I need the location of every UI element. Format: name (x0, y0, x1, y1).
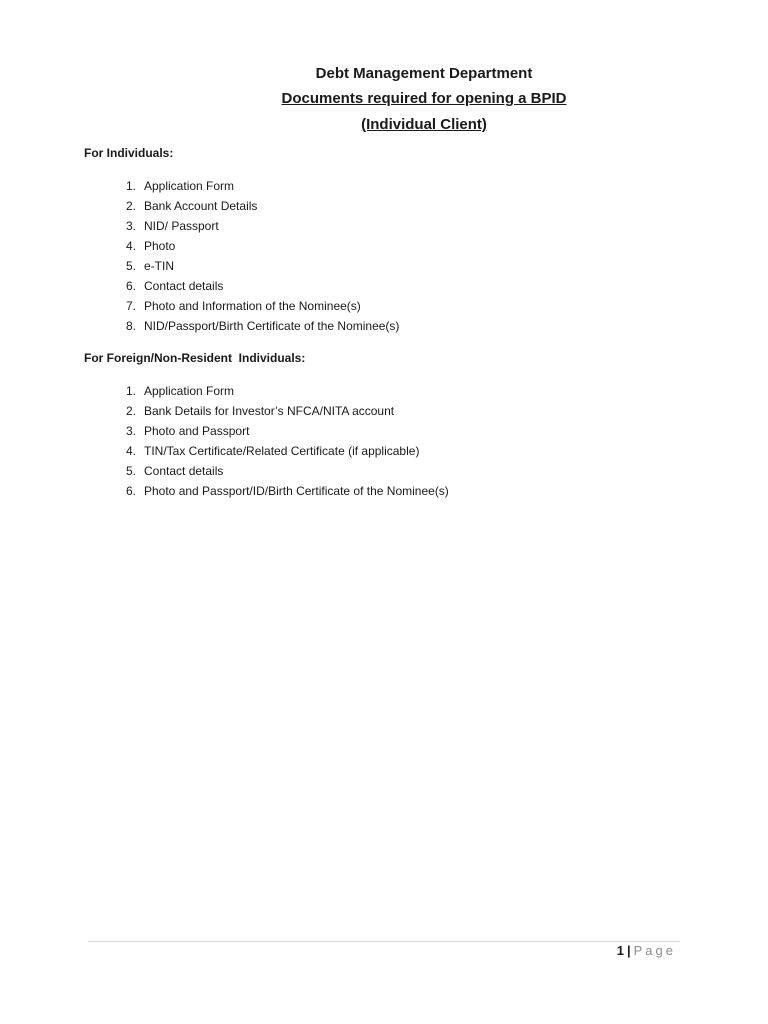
list-item-number: 5 . (108, 461, 136, 481)
list-item-number: 1 . (108, 381, 136, 401)
list-item-text: NID/ Passport (144, 219, 219, 233)
list-item-text: Application Form (144, 179, 235, 193)
list-item (108, 381, 449, 401)
list-item-text: Photo and Information of the Nominee(s) (144, 299, 361, 313)
page-footer (617, 942, 676, 960)
list-item (108, 316, 399, 336)
page-label: Page (633, 943, 676, 958)
document-header (0, 62, 768, 138)
document-subtitle: (Individual Client) (361, 116, 487, 133)
list-item-text: Photo and Passport/ID/Birth Certificate of the Nominee(s) (144, 484, 449, 498)
list-item-number: 6 . (108, 276, 136, 296)
list-item (108, 276, 399, 296)
section-heading-foreign: For Foreign/Non-Resident Individuals: (84, 351, 306, 365)
list-item-text: e-TIN (144, 259, 174, 273)
list-item-text: Bank Account Details (144, 199, 258, 213)
list-item-text: Photo and Passport (144, 424, 250, 438)
list-item-text: TIN/Tax Certificate/Related Certificate (if applicable) (144, 444, 420, 458)
list-item-text: Bank Details for Investor’s NFCA/NITA account (144, 404, 395, 418)
footer-divider (88, 941, 680, 942)
list-item-text: Photo (144, 239, 176, 253)
list-item (108, 196, 399, 216)
document-title: Documents required for opening a BPID (281, 90, 567, 107)
list-foreign-individuals (108, 381, 449, 501)
department-title: Debt Management Department (315, 65, 533, 82)
list-item-number: 4 . (108, 441, 136, 461)
list-item (108, 176, 399, 196)
list-item (108, 421, 449, 441)
list-item-number: 3 . (108, 421, 136, 441)
section-heading-individuals: For Individuals: (84, 146, 174, 160)
list-item-number: 2 . (108, 401, 136, 421)
list-item-number: 1 . (108, 176, 136, 196)
page-number: 1 (616, 943, 624, 958)
list-item-number: 6 . (108, 481, 136, 501)
list-item-text: Contact details (144, 279, 224, 293)
list-item (108, 481, 449, 501)
list-item-number: 8 . (108, 316, 136, 336)
list-item (108, 296, 399, 316)
list-item (108, 441, 449, 461)
list-individuals (108, 176, 399, 336)
list-item-number: 4 . (108, 236, 136, 256)
list-item-number: 5 . (108, 256, 136, 276)
list-item-number: 7 . (108, 296, 136, 316)
list-item (108, 256, 399, 276)
list-item-text: NID/Passport/Birth Certificate of the Nominee(s) (144, 319, 400, 333)
list-item-number: 3 . (108, 216, 136, 236)
list-item-text: Contact details (144, 464, 224, 478)
list-item-number: 2 . (108, 196, 136, 216)
list-item-text: Application Form (144, 384, 235, 398)
list-item (108, 236, 399, 256)
list-item (108, 461, 449, 481)
page-separator: | (626, 943, 631, 958)
list-item (108, 216, 399, 236)
list-item (108, 401, 449, 421)
